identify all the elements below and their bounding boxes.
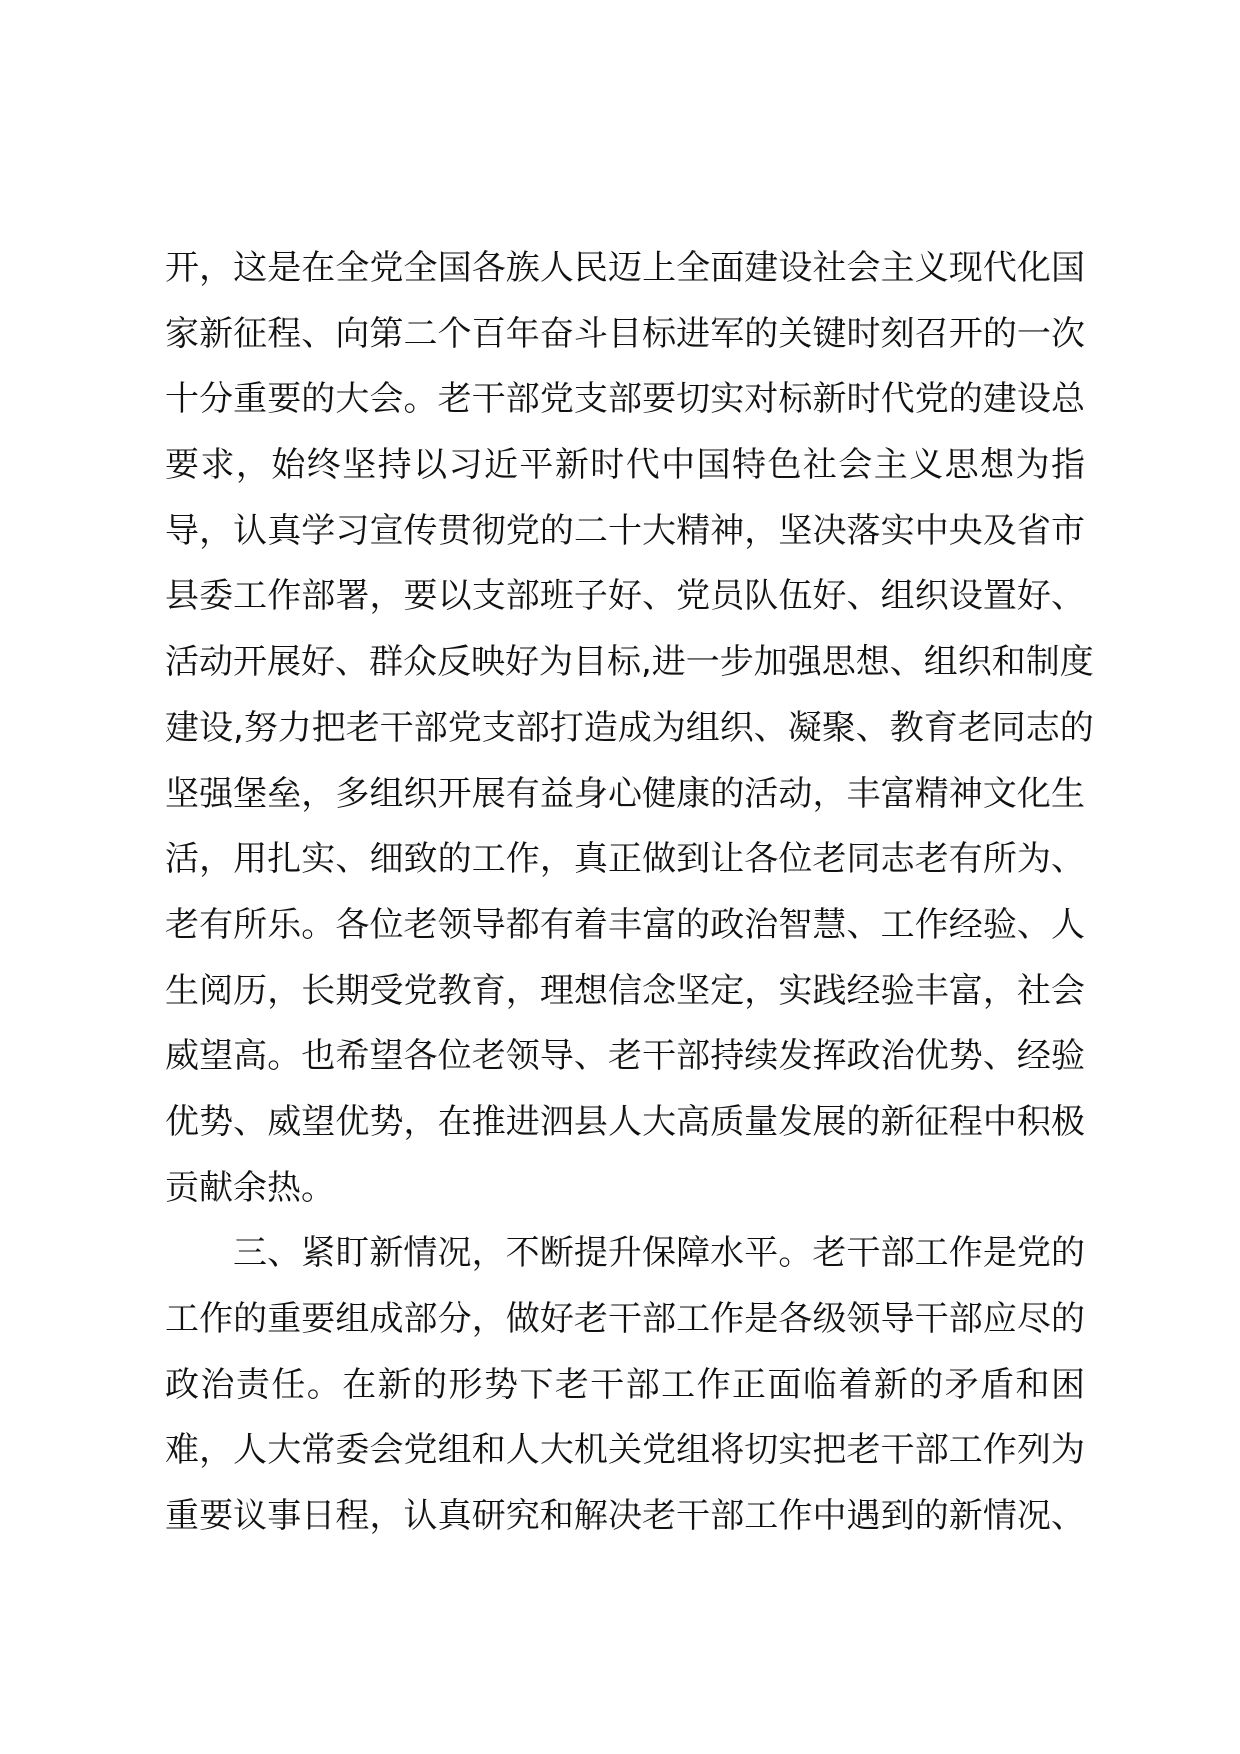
text-line: 老有所乐。各位老领导都有着丰富的政治智慧、工作经验、人	[165, 904, 1085, 945]
text-line: 生阅历，长期受党教育，理想信念坚定，实践经验丰富，社会	[165, 970, 1085, 1011]
text-line: 家新征程、向第二个百年奋斗目标进军的关键时刻召开的一次	[165, 313, 1085, 354]
text-line: 重要议事日程，认真研究和解决老干部工作中遇到的新情况、	[165, 1496, 1085, 1537]
text-line: 十分重要的大会。老干部党支部要切实对标新时代党的建设总	[165, 379, 1085, 420]
text-line: 开，这是在全党全国各族人民迈上全面建设社会主义现代化国	[165, 248, 1085, 288]
section-heading-line: 三、紧盯新情况，不断提升保障水平。老干部工作是党的	[233, 1233, 1085, 1274]
text-line: 活，用扎实、细致的工作，真正做到让各位老同志老有所为、	[165, 839, 1085, 880]
body-text	[165, 236, 1094, 1550]
text-line: 要求，始终坚持以习近平新时代中国特色社会主义思想为指	[165, 445, 1085, 486]
text-line: 活动开展好、群众反映好为目标,进一步加强思想、组织和制度	[165, 642, 1094, 683]
text-line: 县委工作部署，要以支部班子好、党员队伍好、组织设置好、	[165, 576, 1085, 617]
text-line: 政治责任。在新的形势下老干部工作正面临着新的矛盾和困	[165, 1364, 1085, 1405]
text-line: 工作的重要组成部分，做好老干部工作是各级领导干部应尽的	[165, 1299, 1085, 1339]
paragraph-2	[165, 1221, 1085, 1549]
text-line: 坚强堡垒，多组织开展有益身心健康的活动，丰富精神文化生	[165, 773, 1085, 814]
text-line: 贡献余热。	[165, 1167, 335, 1208]
text-line: 导，认真学习宣传贯彻党的二十大精神，坚决落实中央及省市	[165, 510, 1085, 551]
text-line: 威望高。也希望各位老领导、老干部持续发挥政治优势、经验	[165, 1036, 1085, 1077]
text-line: 优势、威望优势，在推进泗县人大高质量发展的新征程中积极	[165, 1101, 1085, 1142]
text-line: 建设,努力把老干部党支部打造成为组织、凝聚、教育老同志的	[165, 707, 1094, 748]
text-line: 难，人大常委会党组和人大机关党组将切实把老干部工作列为	[165, 1430, 1085, 1471]
paragraph-1	[165, 236, 1094, 1221]
